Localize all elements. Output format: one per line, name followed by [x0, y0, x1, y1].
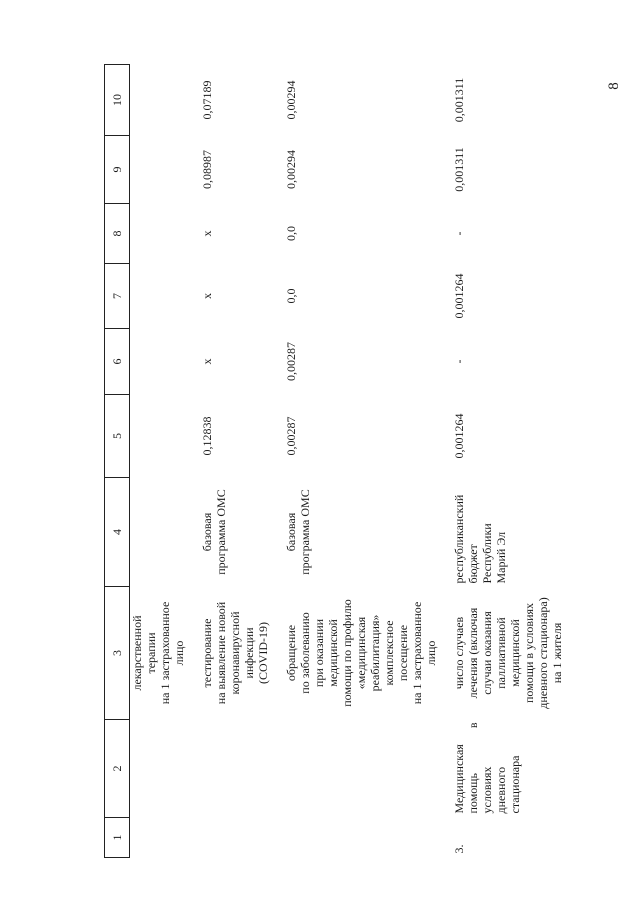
- value-cell: 0,00287: [284, 416, 298, 456]
- value-cell: 0,001264: [452, 413, 466, 459]
- value-cell: 0,0: [284, 226, 298, 241]
- column-header: 3: [105, 587, 130, 720]
- row-number: 3.: [452, 844, 466, 854]
- value-cell: х: [200, 293, 214, 299]
- value-cell: -: [452, 231, 466, 236]
- value-cell: 0,07189: [200, 80, 214, 120]
- column-header: 6: [105, 329, 130, 395]
- row-number: [194, 818, 278, 858]
- care-type-cell: Медицинская помощь в условиях дневного стационара: [452, 722, 522, 814]
- table-row: [130, 65, 195, 858]
- value-cell: 0,00294: [284, 150, 298, 189]
- value-cell: [130, 329, 195, 395]
- table-row: [446, 65, 572, 858]
- value-cell: 0,12838: [200, 416, 214, 456]
- value-cell: х: [200, 230, 214, 237]
- column-header: 8: [105, 204, 130, 264]
- care-type-cell: [194, 720, 278, 818]
- care-type-cell: [278, 720, 446, 818]
- column-header: 5: [105, 395, 130, 478]
- column-header: 1: [105, 818, 130, 858]
- table-row: [278, 65, 446, 858]
- value-cell: 0,08987: [200, 150, 214, 189]
- unit-cell: тестирование на выявление новой коронавирусной инфекции (COVID-19): [200, 601, 270, 705]
- unit-cell: число случаев лечения (включая случаи оказания паллиативной медицинской помощи в условиях дневного стационара) на 1 жителя: [452, 597, 564, 709]
- page-number: 8: [605, 82, 622, 90]
- column-header: 10: [105, 65, 130, 136]
- value-cell: [130, 204, 195, 264]
- source-cell: базовая программа ОМС: [200, 489, 228, 575]
- unit-cell: лекарственной терапии на 1 застрахованное лицо: [130, 601, 186, 705]
- source-cell: республиканский бюджет Республики Марий Эл: [452, 494, 508, 584]
- value-cell: 0,001311: [452, 147, 466, 192]
- table-row: [194, 65, 278, 858]
- column-header: 4: [105, 478, 130, 587]
- value-cell: 0,00294: [284, 80, 298, 120]
- column-header: 9: [105, 136, 130, 204]
- row-number: [130, 818, 195, 858]
- care-type-cell: [130, 720, 195, 818]
- program-table: [104, 64, 572, 858]
- value-cell: [130, 395, 195, 478]
- unit-cell: обращение по заболеванию при оказании медицинской помощи по профилю «медицинская реабилитация» комплексное посещение на 1 застрахованное лицо: [284, 599, 438, 707]
- value-cell: 0,0: [284, 288, 298, 304]
- header-row: [105, 65, 130, 858]
- row-number: [278, 818, 446, 858]
- value-cell: -: [452, 359, 466, 364]
- value-cell: 0,001311: [452, 77, 466, 123]
- rotated-table-container: [104, 65, 564, 858]
- column-header: 2: [105, 720, 130, 818]
- value-cell: 0,00287: [284, 342, 298, 381]
- value-cell: х: [200, 358, 214, 365]
- source-cell: [130, 478, 195, 587]
- value-cell: [130, 65, 195, 136]
- source-cell: базовая программа ОМС: [284, 489, 312, 575]
- value-cell: [130, 136, 195, 204]
- column-header: 7: [105, 264, 130, 329]
- value-cell: [130, 264, 195, 329]
- value-cell: 0,001264: [452, 273, 466, 319]
